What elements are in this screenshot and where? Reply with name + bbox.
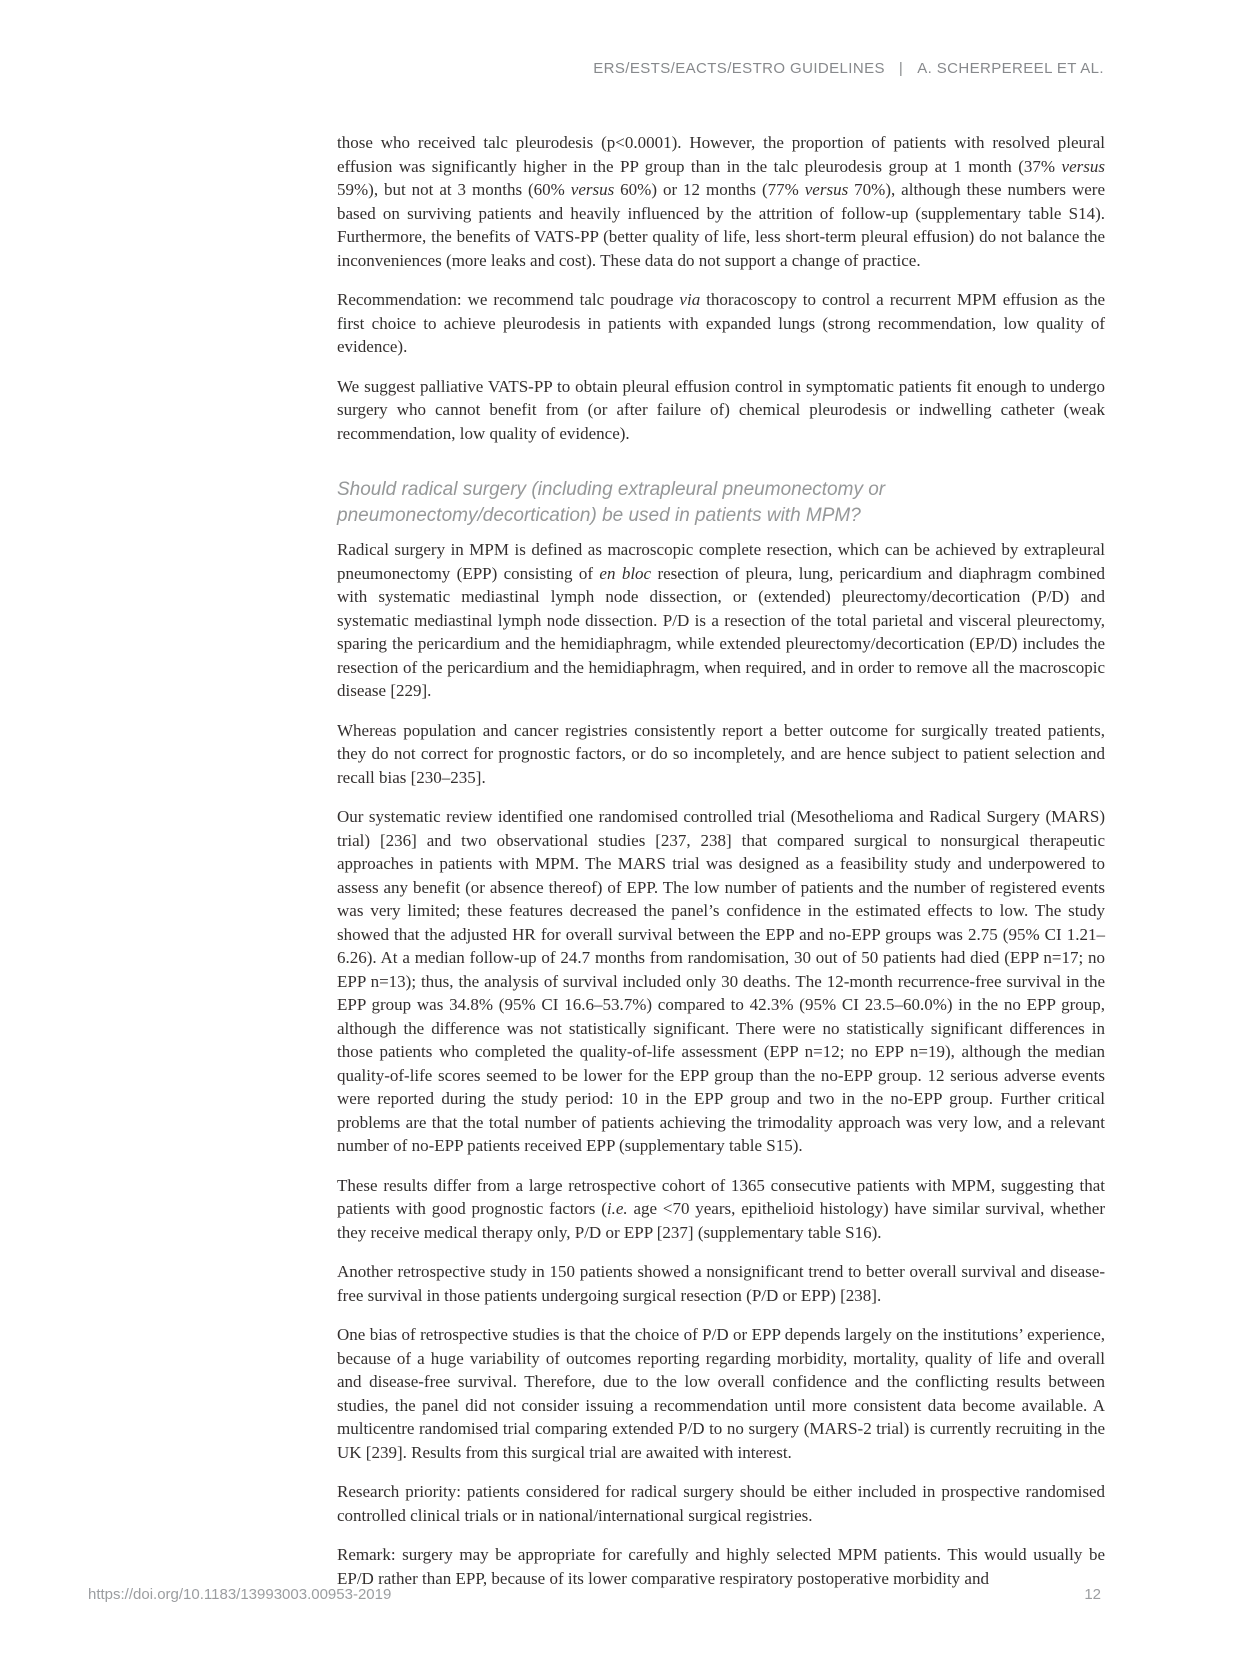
body-paragraph: Our systematic review identified one randomised controlled trial (Mesothelioma and Radical Surgery (MARS) trial) [236] and two observational studies [237, 238] that compared surgical to nonsurgical therapeutic approaches in patients with MPM. The MARS trial was designed as a feasibility study and underpowered to assess any benefit (or absence thereof) of EPP. The low number of patients and the number of registered events was very limited; these features decreased the panel’s confidence in the estimated effects to low. The study showed that the adjusted HR for overall survival between the EPP and no-EPP groups was 2.75 (95% CI 1.21–6.26). At a median follow-up of 24.7 months from randomisation, 30 out of 50 patients had died (EPP n=17; no EPP n=13); thus, the analysis of survival included only 30 deaths. The 12-month recurrence-free survival in the EPP group was 34.8% (95% CI 16.6–53.7%) compared to 42.3% (95% CI 23.5–60.0%) in the no EPP group, although the difference was not statistically significant. There were no statistically significant differences in those patients who completed the quality-of-life assessment (EPP n=12; no EPP n=19), although the median quality-of-life scores seemed to be lower for the EPP group than the no-EPP group. 12 serious adverse events were reported during the study period: 10 in the EPP group and two in the no-EPP group. Further critical problems are that the total number of patients achieving the trimodality approach was very low, and a relevant number of no-EPP patients received EPP (supplementary table S15). — [337, 807, 1105, 1155]
body-paragraph: Whereas population and cancer registries consistently report a better outcome for surgically treated patients, they do not correct for prognostic factors, or do so incompletely, and are hence subject to patient selection and recall bias [230–235]. — [337, 720, 1105, 787]
body-text-column — [337, 131, 1105, 1606]
doi-text: https://doi.org/10.1183/13993003.00953-2019 — [88, 1586, 392, 1603]
body-paragraph: Another retrospective study in 150 patients showed a nonsignificant trend to better overall survival and disease-free survival in those patients undergoing surgical resection (P/D or EPP) [238]. — [337, 1262, 1105, 1305]
body-paragraph: Radical surgery in MPM is defined as macroscopic complete resection, which can be achieved by extrapleural pneumonectomy (EPP) consisting of en bloc resection of pleura, lung, pericardium and diaphragm combined with systematic mediastinal lymph node dissection, or (extended) pleurectomy/decortication (P/D) and systematic mediastinal lymph node dissection. P/D is a resection of the total parietal and visceral pleurectomy, sparing the pericardium and the hemidiaphragm, while extended pleurectomy/decortication (EP/D) includes the resection of the pericardium and the hemidiaphragm, when required, and in order to remove all the macroscopic disease [229]. — [337, 540, 1105, 700]
running-header — [0, 60, 1104, 77]
body-paragraph-research-priority: Research priority: patients considered for radical surgery should be either included in prospective randomised controlled clinical trials or in national/international surgical registries. — [337, 1482, 1105, 1525]
running-title: ERS/ESTS/EACTS/ESTRO GUIDELINES — [593, 60, 885, 77]
body-paragraph: One bias of retrospective studies is that the choice of P/D or EPP depends largely on the institutions’ experience, because of a huge variability of outcomes reporting regarding morbidity, mortality, quality of life and overall and disease-free survival. Therefore, due to the low overall confidence and the conflicting results between studies, the panel did not consider issuing a recommendation until more consistent data become available. A multicentre randomised trial comparing extended P/D to no surgery (MARS-2 trial) is currently recruiting in the UK [239]. Results from this surgical trial are awaited with interest. — [337, 1325, 1105, 1462]
body-paragraph: those who received talc pleurodesis (p<0.0001). However, the proportion of patients with resolved pleural effusion was significantly higher in the PP group than in the talc pleurodesis group at 1 month (37% versus 59%), but not at 3 months (60% versus 60%) or 12 months (77% versus 70%), although these numbers were based on surviving patients and heavily influenced by the attrition of follow-up (supplementary table S14). Furthermore, the benefits of VATS-PP (better quality of life, less short-term pleural effusion) do not balance the inconveniences (more leaks and cost). These data do not support a change of practice. — [337, 133, 1106, 270]
body-paragraph: These results differ from a large retrospective cohort of 1365 consecutive patients with MPM, suggesting that patients with good prognostic factors (i.e. age <70 years, epithelioid histology) have similar survival, whether they receive medical therapy only, P/D or EPP [237] (supplementary table S16). — [337, 1175, 1105, 1242]
header-divider: | — [898, 60, 904, 77]
body-paragraph-remark: Remark: surgery may be appropriate for carefully and highly selected MPM patients. This would usually be EP/D rather than EPP, because of its lower comparative respiratory postoperative morbidity and — [337, 1545, 1105, 1588]
running-authors: A. SCHERPEREEL ET AL. — [917, 60, 1104, 77]
page-number: 12 — [1084, 1586, 1101, 1603]
body-paragraph-recommendation: Recommendation: we recommend talc poudrage via thoracoscopy to control a recurrent MPM effusion as the first choice to achieve pleurodesis in patients with expanded lungs (strong recommendation, low quality of evidence). — [337, 290, 1105, 356]
section-heading: Should radical surgery (including extrapleural pneumonectomy or pneumonectomy/decortication) be used in patients with MPM? — [337, 479, 886, 526]
body-paragraph-suggestion: We suggest palliative VATS-PP to obtain pleural effusion control in symptomatic patients fit enough to undergo surgery who cannot benefit from (or after failure of) chemical pleurodesis or indwelling catheter (weak recommendation, low quality of evidence). — [337, 376, 1105, 443]
